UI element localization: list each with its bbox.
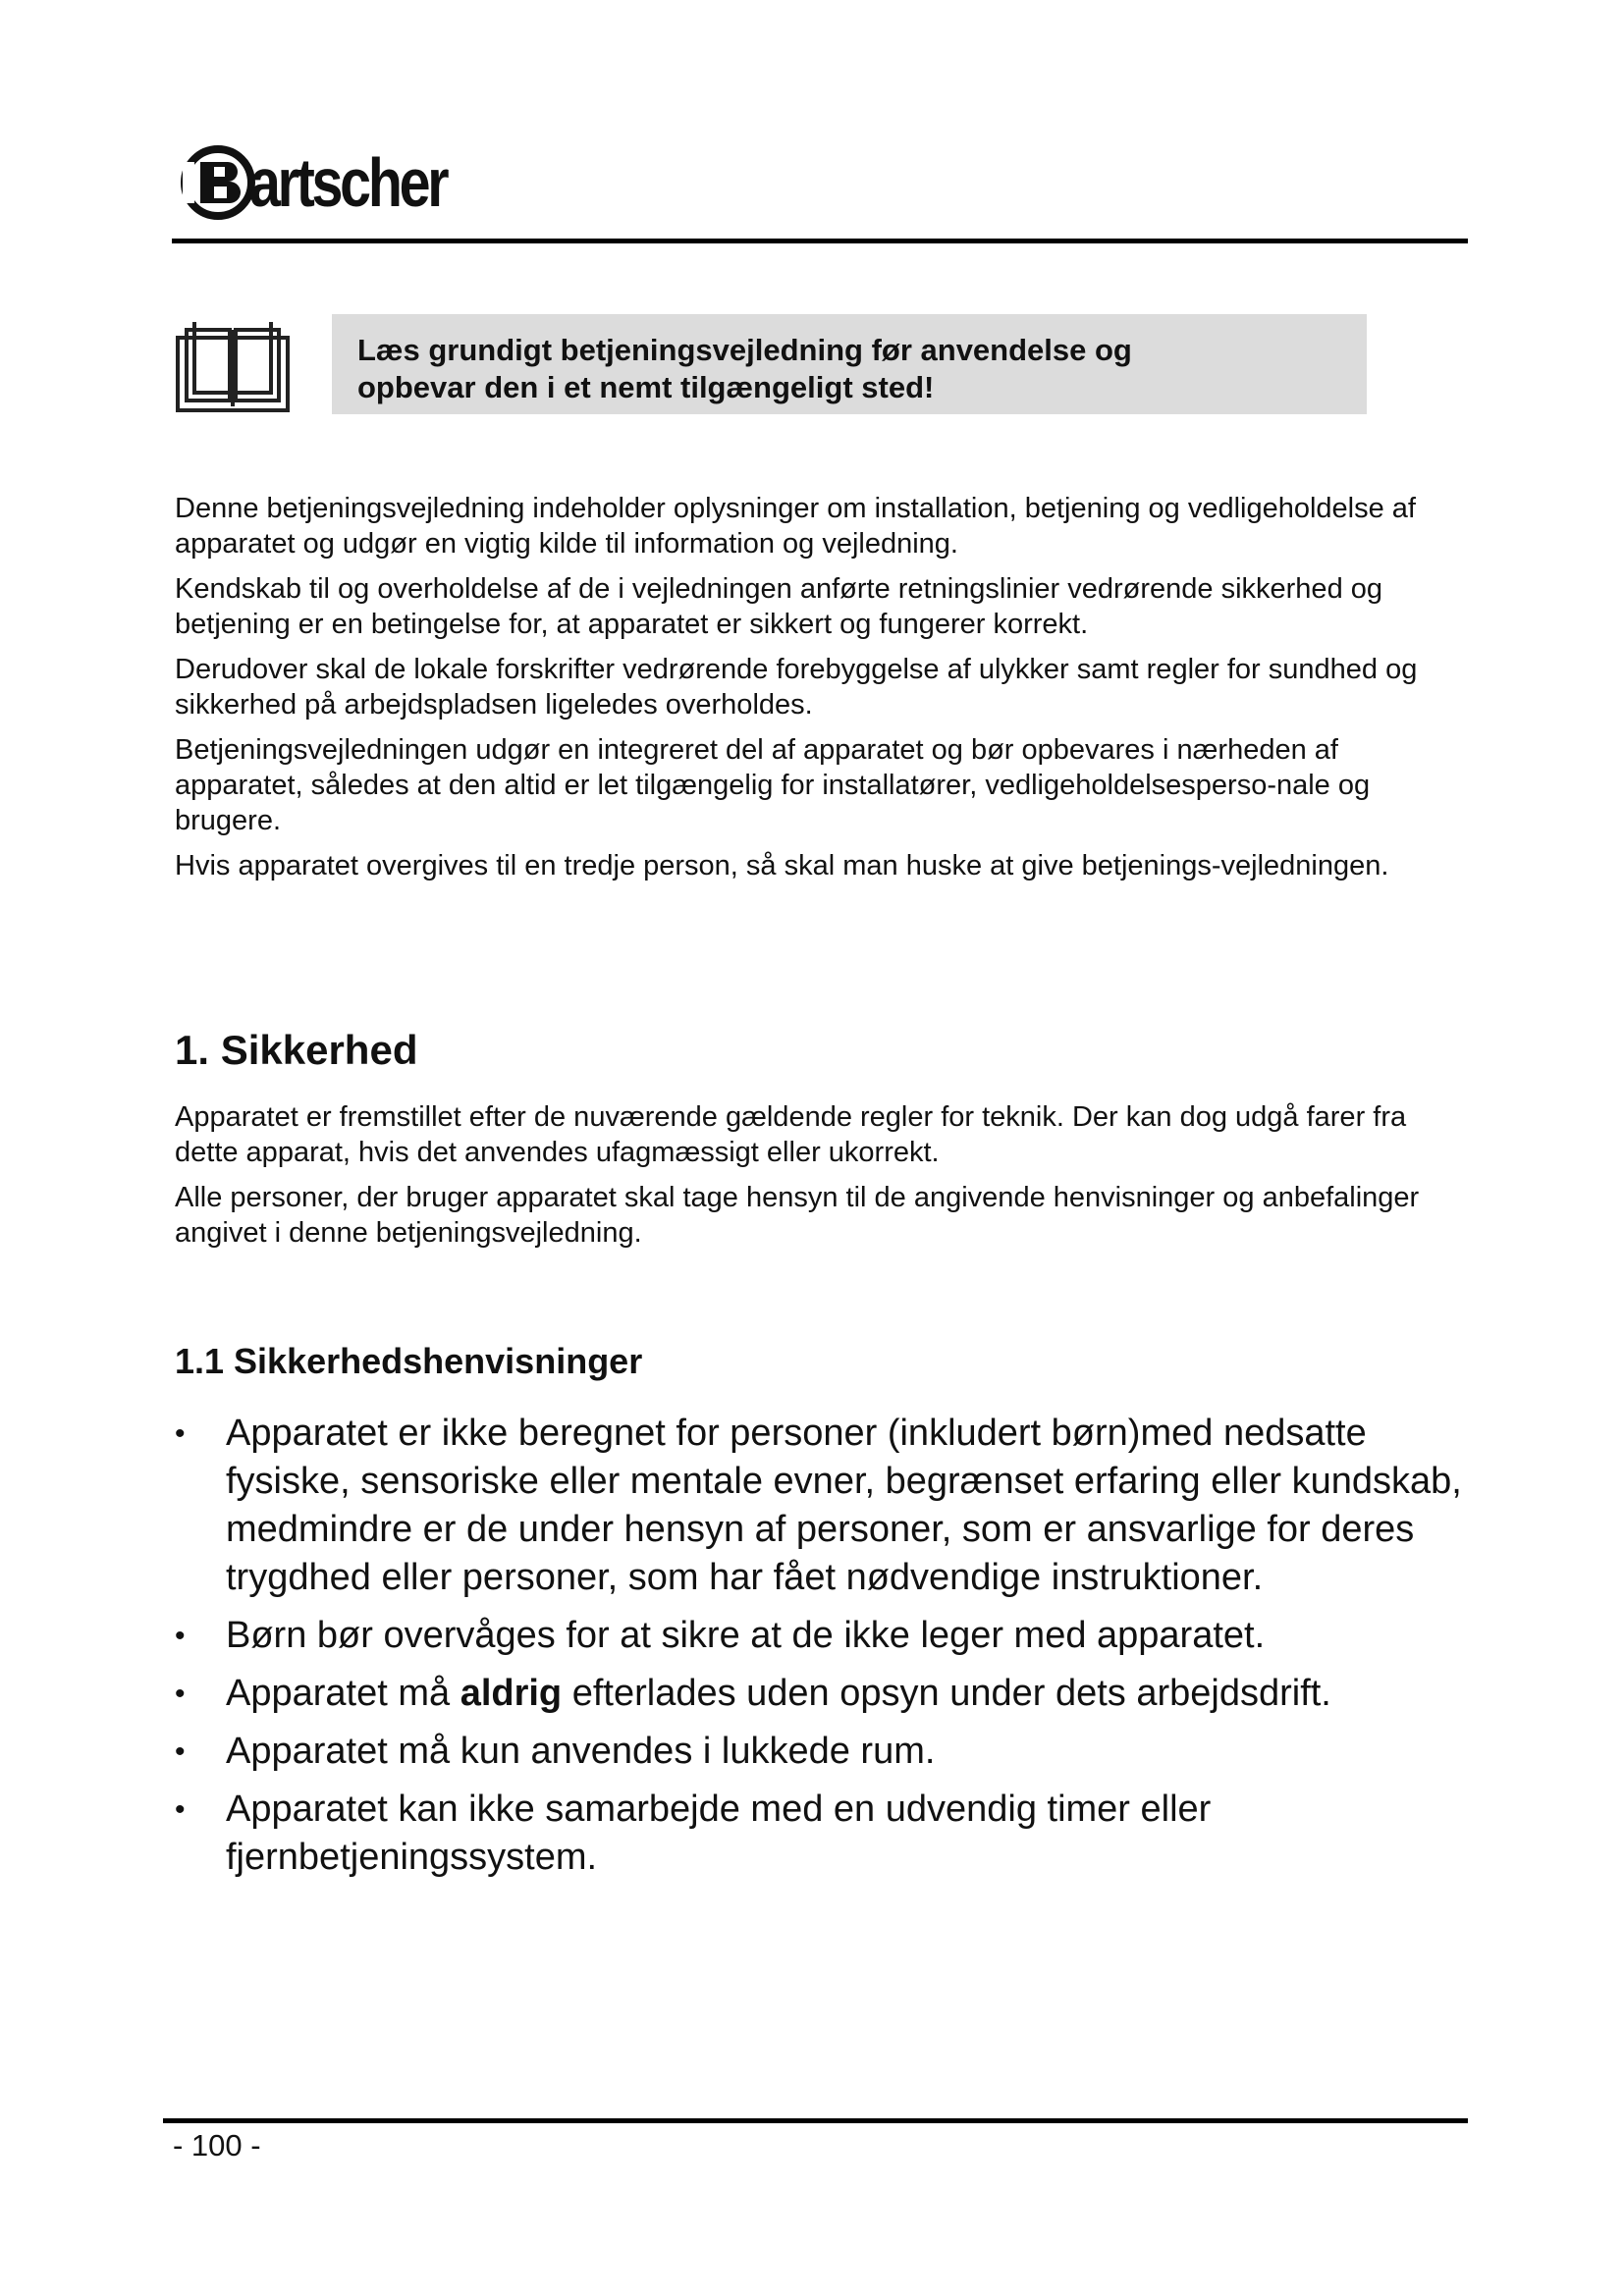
intro-paragraph: Derudover skal de lokale forskrifter vedrørende forebyggelse af ulykker samt regler for sundhed og sikkerhed på arbejdspladsen ligeledes overholdes. bbox=[175, 654, 1418, 721]
list-item bbox=[175, 1786, 1471, 1882]
emphasis: aldrig bbox=[460, 1673, 563, 1714]
section-heading-safety-notes: 1.1 Sikkerhedshenvisninger bbox=[175, 1341, 643, 1381]
list-item-text: Apparatet kan ikke samarbejde med en udvendig timer eller fjernbetjeningssystem. bbox=[226, 1789, 1212, 1878]
list-item-text-part: Apparatet må bbox=[226, 1673, 460, 1714]
list-item-text: Børn bør overvåges for at sikre at de ikke leger med apparatet. bbox=[226, 1615, 1266, 1656]
bullet-marker: • bbox=[175, 1620, 186, 1652]
list-item bbox=[175, 1670, 1471, 1718]
bullet-marker: • bbox=[175, 1793, 186, 1826]
list-item-text bbox=[226, 1673, 1331, 1714]
intro-paragraph: Hvis apparatet overgives til en tredje person, så skal man huske at give betjenings-vejledningen. bbox=[175, 850, 1389, 881]
intro-section bbox=[175, 491, 1471, 893]
list-item bbox=[175, 1612, 1471, 1660]
section-heading-safety: 1. Sikkerhed bbox=[175, 1027, 418, 1073]
list-item-text: Apparatet må kun anvendes i lukkede rum. bbox=[226, 1731, 936, 1772]
intro-paragraph: Kendskab til og overholdelse af de i vejledningen anførte retningslinier vedrørende sikkerhed og betjening er en betingelse for, at apparatet er sikkert og fungerer korrekt. bbox=[175, 573, 1383, 640]
book-icon bbox=[175, 316, 291, 414]
brand-name: artscher bbox=[249, 144, 447, 221]
intro-paragraph: Betjeningsvejledningen udgør en integreret del af apparatet og bør opbevares i nærheden af apparatet, således at den altid er let tilgængelig for installatører, vedligeholdelsesperso-nale og brugere. bbox=[175, 734, 1371, 836]
list-item-text-part: efterlades uden opsyn under dets arbejdsdrift. bbox=[562, 1673, 1331, 1714]
brand-logo bbox=[179, 135, 489, 230]
page-number: - 100 - bbox=[173, 2128, 261, 2163]
notice-text: Læs grundigt betjeningsvejledning før anvendelse og opbevar den i et nemt tilgængeligt sted! bbox=[357, 333, 1132, 404]
safety-notes-list bbox=[175, 1410, 1471, 1892]
notice-box bbox=[332, 314, 1367, 414]
footer-divider bbox=[163, 2118, 1468, 2123]
bullet-marker: • bbox=[175, 1735, 186, 1768]
bullet-marker: • bbox=[175, 1417, 186, 1450]
safety-section bbox=[175, 1099, 1471, 1260]
safety-paragraph: Apparatet er fremstillet efter de nuværende gældende regler for teknik. Der kan dog udgå farer fra dette apparat, hvis det anvendes ufagmæssigt eller ukorrekt. bbox=[175, 1101, 1407, 1168]
list-item bbox=[175, 1728, 1471, 1776]
brand-logo-mark bbox=[179, 142, 255, 223]
intro-paragraph: Denne betjeningsvejledning indeholder oplysninger om installation, betjening og vedligeholdelse af apparatet og udgør en vigtig kilde til information og vejledning. bbox=[175, 493, 1416, 560]
list-item-text: Apparatet er ikke beregnet for personer (inkludert børn)med nedsatte fysiske, sensoriske eller mentale evner, begrænset erfaring eller kundskab, medmindre er de under hensyn af personer, som er ansvarlige for deres trygdhed eller personer, som har fået nødvendige instruktioner. bbox=[226, 1413, 1462, 1598]
header-divider bbox=[172, 239, 1468, 243]
bullet-marker: • bbox=[175, 1678, 186, 1710]
list-item bbox=[175, 1410, 1471, 1602]
safety-paragraph: Alle personer, der bruger apparatet skal tage hensyn til de angivende henvisninger og anbefalinger angivet i denne betjeningsvejledning. bbox=[175, 1182, 1420, 1249]
